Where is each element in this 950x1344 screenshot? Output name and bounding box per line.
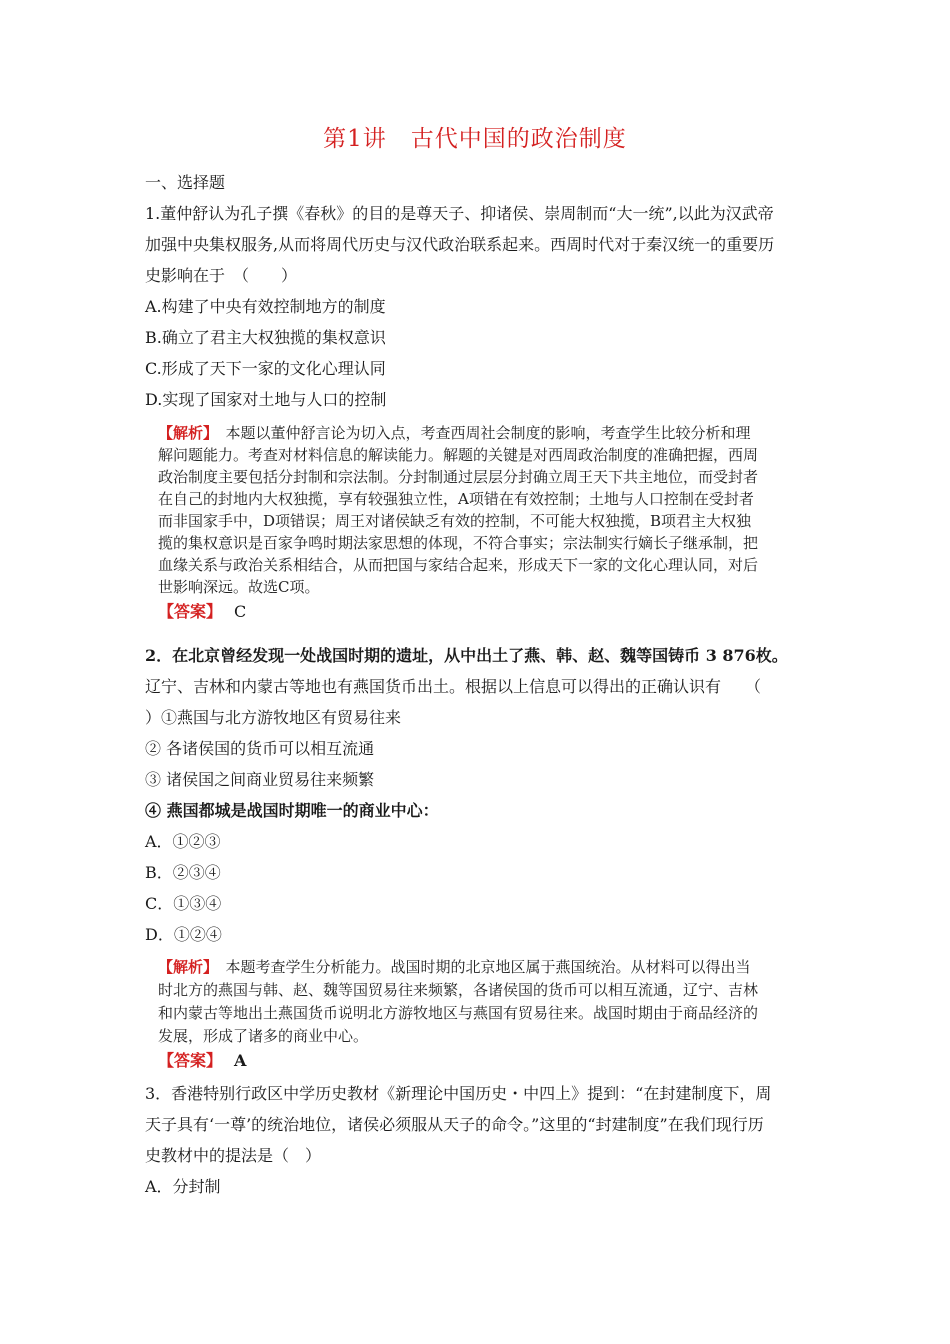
q1-analysis-line-5: 而非国家手中，D项错误；周王对诸侯缺乏有效的控制，不可能大权独揽，B项君主大权独: [158, 512, 752, 530]
q2-stem-line-2: 辽宁、吉林和内蒙古等地也有燕国货币出土。根据以上信息可以得出的正确认识有 （: [145, 677, 762, 696]
q1-analysis-line-4: 在自己的封地内大权独揽，享有较强独立性，A项错在有效控制；土地与人口控制在受封者: [158, 490, 754, 508]
q1-analysis-line-8: 世影响深远。故选C项。: [158, 578, 320, 596]
q1-option-a: A.构建了中央有效控制地方的制度: [145, 297, 386, 316]
q2-statement-4: ④ 燕国都城是战国时期唯一的商业中心：: [145, 801, 439, 820]
q3-option-a: A．分封制: [145, 1177, 221, 1196]
q2-answer-tag: 【答案】: [158, 1051, 223, 1070]
q2-statement-3: ③ 诸侯国之间商业贸易往来频繁: [145, 770, 375, 789]
q1-option-b: B.确立了君主大权独揽的集权意识: [145, 328, 386, 347]
q1-stem-line-3: 史影响在于 （ ）: [145, 266, 298, 285]
section-heading: 一、选择题: [145, 173, 226, 192]
q2-answer-value: A: [234, 1051, 247, 1070]
q1-stem-line-2: 加强中央集权服务,从而将周代历史与汉代政治联系起来。西周时代对于秦汉统一的重要历: [145, 235, 775, 254]
q2-analysis-tag: 【解析】: [158, 958, 211, 976]
q2-option-b: B．②③④: [145, 863, 221, 882]
q2-analysis-line-4: 发展，形成了诸多的商业中心。: [158, 1027, 369, 1045]
q1-analysis-text-1: 本题以董仲舒言论为切入点，考查西周社会制度的影响，考查学生比较分析和理: [225, 424, 751, 442]
q1-answer-tag: 【答案】: [158, 602, 223, 621]
q2-option-d: D．①②④: [145, 925, 222, 944]
q1-option-d: D.实现了国家对土地与人口的控制: [145, 390, 387, 409]
q2-analysis-line-2: 时北方的燕国与韩、赵、魏等国贸易往来频繁，各诸侯国的货币可以相互流通，辽宁、吉林: [158, 981, 759, 999]
q3-stem-line-1: 3．香港特别行政区中学历史教材《新理论中国历史・中四上》提到：“在封建制度下，周: [145, 1084, 772, 1103]
q2-statement-2: ② 各诸侯国的货币可以相互流通: [145, 739, 375, 758]
q1-stem-line-1: 1.董仲舒认为孔子撰《春秋》的目的是尊天子、抑诸侯、崇周制而“大一统”,以此为汉武帝: [145, 204, 774, 223]
q2-stem-line-1: 2．在北京曾经发现一处战国时期的遗址，从中出土了燕、韩、赵、魏等国铸币 3 876枚。: [145, 646, 788, 665]
q3-stem-line-3: 史教材中的提法是（ ）: [145, 1146, 322, 1165]
q3-stem-line-2: 天子具有‘一尊’的统治地位，诸侯必须服从天子的命令。”这里的“封建制度”在我们现行历: [145, 1115, 764, 1134]
q1-answer: [158, 601, 246, 623]
q1-analysis-line-6: 揽的集权意识是百家争鸣时期法家思想的体现，不符合事实；宗法制实行嫡长子继承制，把: [158, 534, 759, 552]
page-title: 第1讲 古代中国的政治制度: [323, 126, 627, 152]
q2-analysis-text-1: 本题考查学生分析能力。战国时期的北京地区属于燕国统治。从材料可以得出当: [225, 958, 751, 976]
q2-analysis-line-3: 和内蒙古等地出土燕国货币说明北方游牧地区与燕国有贸易往来。战国时期由于商品经济的: [158, 1004, 759, 1022]
q1-analysis-tag: 【解析】: [158, 424, 211, 442]
q1-analysis-line-3: 政治制度主要包括分封制和宗法制。分封制通过层层分封确立周王天下共主地位，而受封者: [158, 468, 759, 486]
q2-analysis-line-1: [158, 956, 808, 978]
q1-analysis-line-2: 解问题能力。考查对材料信息的解读能力。解题的关键是对西周政治制度的准确把握，西周: [158, 446, 759, 464]
q1-analysis-line-7: 血缘关系与政治关系相结合，从而把国与家结合起来，形成天下一家的文化心理认同，对后: [158, 556, 759, 574]
q1-analysis-line-1: [158, 422, 808, 444]
q2-option-a: A．①②③: [145, 832, 221, 851]
q1-answer-value: C: [234, 602, 247, 621]
q2-option-c: C．①③④: [145, 894, 222, 913]
q2-answer: [158, 1050, 246, 1072]
q2-stem-line-3: ）①燕国与北方游牧地区有贸易往来: [145, 708, 402, 727]
q1-option-c: C.形成了天下一家的文化心理认同: [145, 359, 386, 378]
